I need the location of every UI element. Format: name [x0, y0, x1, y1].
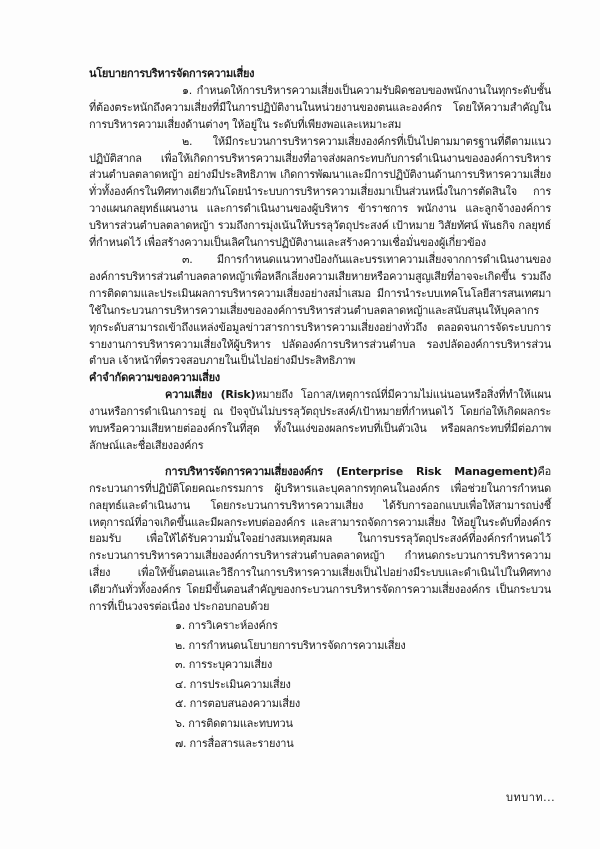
document-body: [89, 66, 551, 753]
definition-erm: [89, 464, 551, 616]
next-page-catchword: บทบาท...: [506, 791, 556, 804]
definition-risk: [89, 387, 551, 455]
heading-risk-policy: นโยบายการบริหารจัดการความเสี่ยง: [89, 67, 255, 80]
definition-erm-text: คือ กระบวนการที่ปฏิบัติโดยคณะกรรมการ ผู้บริหารและบุคลากรทุกคนในองค์กร เพื่อช่วยในการกำหนดกลยุทธ์และดำเนินงาน โดยกระบวนการบริหารความเสี่ยง ได้รับการออกแบบเพื่อให้สามารถบ่งชี้เหตุการณ์ที่อาจเกิดขึ้นและมีผลกระทบต่อองค์กร และสามารถจัดการความเสี่ยง ให้อยู่ในระดับที่องค์กรยอมรับ เพื่อให้ได้รับความมั่นใจอย่างสมเหตุสมผล ในการบรรลุวัตถุประสงค์ที่องค์กรกำหนดไว้กระบวนการบริหารความเสี่ยงองค์การบริหารส่วนตำบลตลาดหญ้า กำหนดกระบวนการบริหารความเสี่ยง เพื่อให้ขั้นตอนและวิธีการในการบริหารความเสี่ยงเป็นไปอย่างมีระบบและดำเนินไปในทิศทางเดียวกันทั่วทั้งองค์กร โดยมีขั้นตอนสำคัญของกระบวนการบริหารจัดการความเสี่ยงองค์กร เป็นกระบวนการที่เป็นวงจรต่อเนื่อง ประกอบกอบด้วย: [89, 464, 551, 614]
term-erm: การบริหารจัดการความเสี่ยงองค์กร (Enterprise Risk Management): [165, 464, 538, 478]
policy-item-2: ๒. ให้มีกระบวนการบริหารความเสี่ยงองค์กรที่เป็นไปตามมาตรฐานที่ดีตามแนวปฏิบัติสากล เพื่อให้เกิดการบริหารความเสี่ยงที่อาจส่งผลกระทบกับการดำเนินงานขององค์การบริหารส่วนตำบลตลาดหญ้า อย่างมีประสิทธิภาพ เกิดการพัฒนาและมีการปฏิบัติงานด้านการบริหารความเสี่ยงทั่วทั้งองค์กรในทิศทางเดียวกันโดยนำระบบการบริหารความเสี่ยงมาเป็นส่วนหนึ่งในการตัดสินใจ การวางแผนกลยุทธ์แผนงาน และการดำเนินงานของผู้บริหาร ข้าราชการ พนักงาน และลูกจ้างองค์การบริหารส่วนตำบลตลาดหญ้า รวมถึงการมุ่งเน้นให้บรรลุวัตถุประสงค์ เป้าหมาย วิสัยทัศน์ พันธกิจ กลยุทธ์ ที่กำหนดไว้ เพื่อสร้างความเป็นเลิศในการปฏิบัติงานและสร้างความเชื่อมั่นของผู้เกี่ยวข้อง: [89, 134, 551, 250]
policy-item-3: ๓. มีการกำหนดแนวทางป้องกันและบรรเทาความเสี่ยงจากการดำเนินงานขององค์การบริหารส่วนตำบลตลาดหญ้าเพื่อหลีกเลี่ยงความเสียหายหรือความสูญเสียที่อาจจะเกิดขึ้น รวมถึงการติดตามและประเมินผลการบริหารความเสี่ยงอย่างสม่ำเสมอ มีการนำระบบเทคโนโลยีสารสนเทศมาใช้ในกระบวนการบริหารความเสี่ยงขององค์การบริหารส่วนตำบลตลาดหญ้าและสนับสนุนให้บุคลากรทุกระดับสามารถเข้าถึงแหล่งข้อมูลข่าวสารการบริหารความเสี่ยงอย่างทั่วถึง ตลอดจนการจัดระบบการรายงานการบริหารความเสี่ยงให้ผู้บริหาร ปลัดองค์การบริหารส่วนตำบล รองปลัดองค์การบริหารส่วนตำบล เจ้าหน้าที่ตรวจสอบภายในเป็นไปอย่างมีประสิทธิภาพ: [89, 252, 551, 368]
policy-item-1: ๑. กำหนดให้การบริหารความเสี่ยงเป็นความรับผิดชอบของพนักงานในทุกระดับชั้นที่ต้องตระหนักถึงความเสี่ยงที่มีในการปฏิบัติงานในหน่วยงานของตนและองค์กร โดยให้ความสำคัญในการบริหารความเสี่ยงด้านต่างๆ ให้อยู่ใน ระดับที่เพียงพอและเหมาะสม: [89, 83, 551, 131]
process-step: ๕. การตอบสนองความเสี่ยง: [175, 697, 301, 711]
heading-risk-definitions: คำจำกัดความของความเสี่ยง: [89, 371, 220, 385]
process-step: ๓. การระบุความเสี่ยง: [175, 658, 273, 672]
process-step: ๔. การประเมินความเสี่ยง: [175, 677, 291, 691]
risk-process-steps: [89, 616, 551, 753]
process-step: ๖. การติดตามและทบทวน: [175, 716, 293, 730]
process-step: ๒. การกำหนดนโยบายการบริหารจัดการความเสี่ยง: [175, 638, 406, 652]
definition-risk-text: หมายถึง โอกาส/เหตุการณ์ที่มีความไม่แน่นอนหรือสิ่งที่ทำให้แผนงานหรือการดำเนินการอยู่ ณ ปัจจุบันไม่บรรลุวัตถุประสงค์/เป้าหมายที่กำหนดไว้ โดยก่อให้เกิดผลกระทบหรือความเสียหายต่อองค์กรในที่สุด ทั้งในแง่ของผลกระทบที่เป็นตัวเงิน หรือผลกระทบที่มีต่อภาพลักษณ์และชื่อเสียงองค์กร: [89, 388, 551, 452]
process-step: ๗. การสื่อสารและรายงาน: [175, 736, 294, 750]
term-risk: ความเสี่ยง (Risk): [165, 388, 256, 402]
process-step: ๑. การวิเคราะห์องค์กร: [175, 619, 278, 632]
